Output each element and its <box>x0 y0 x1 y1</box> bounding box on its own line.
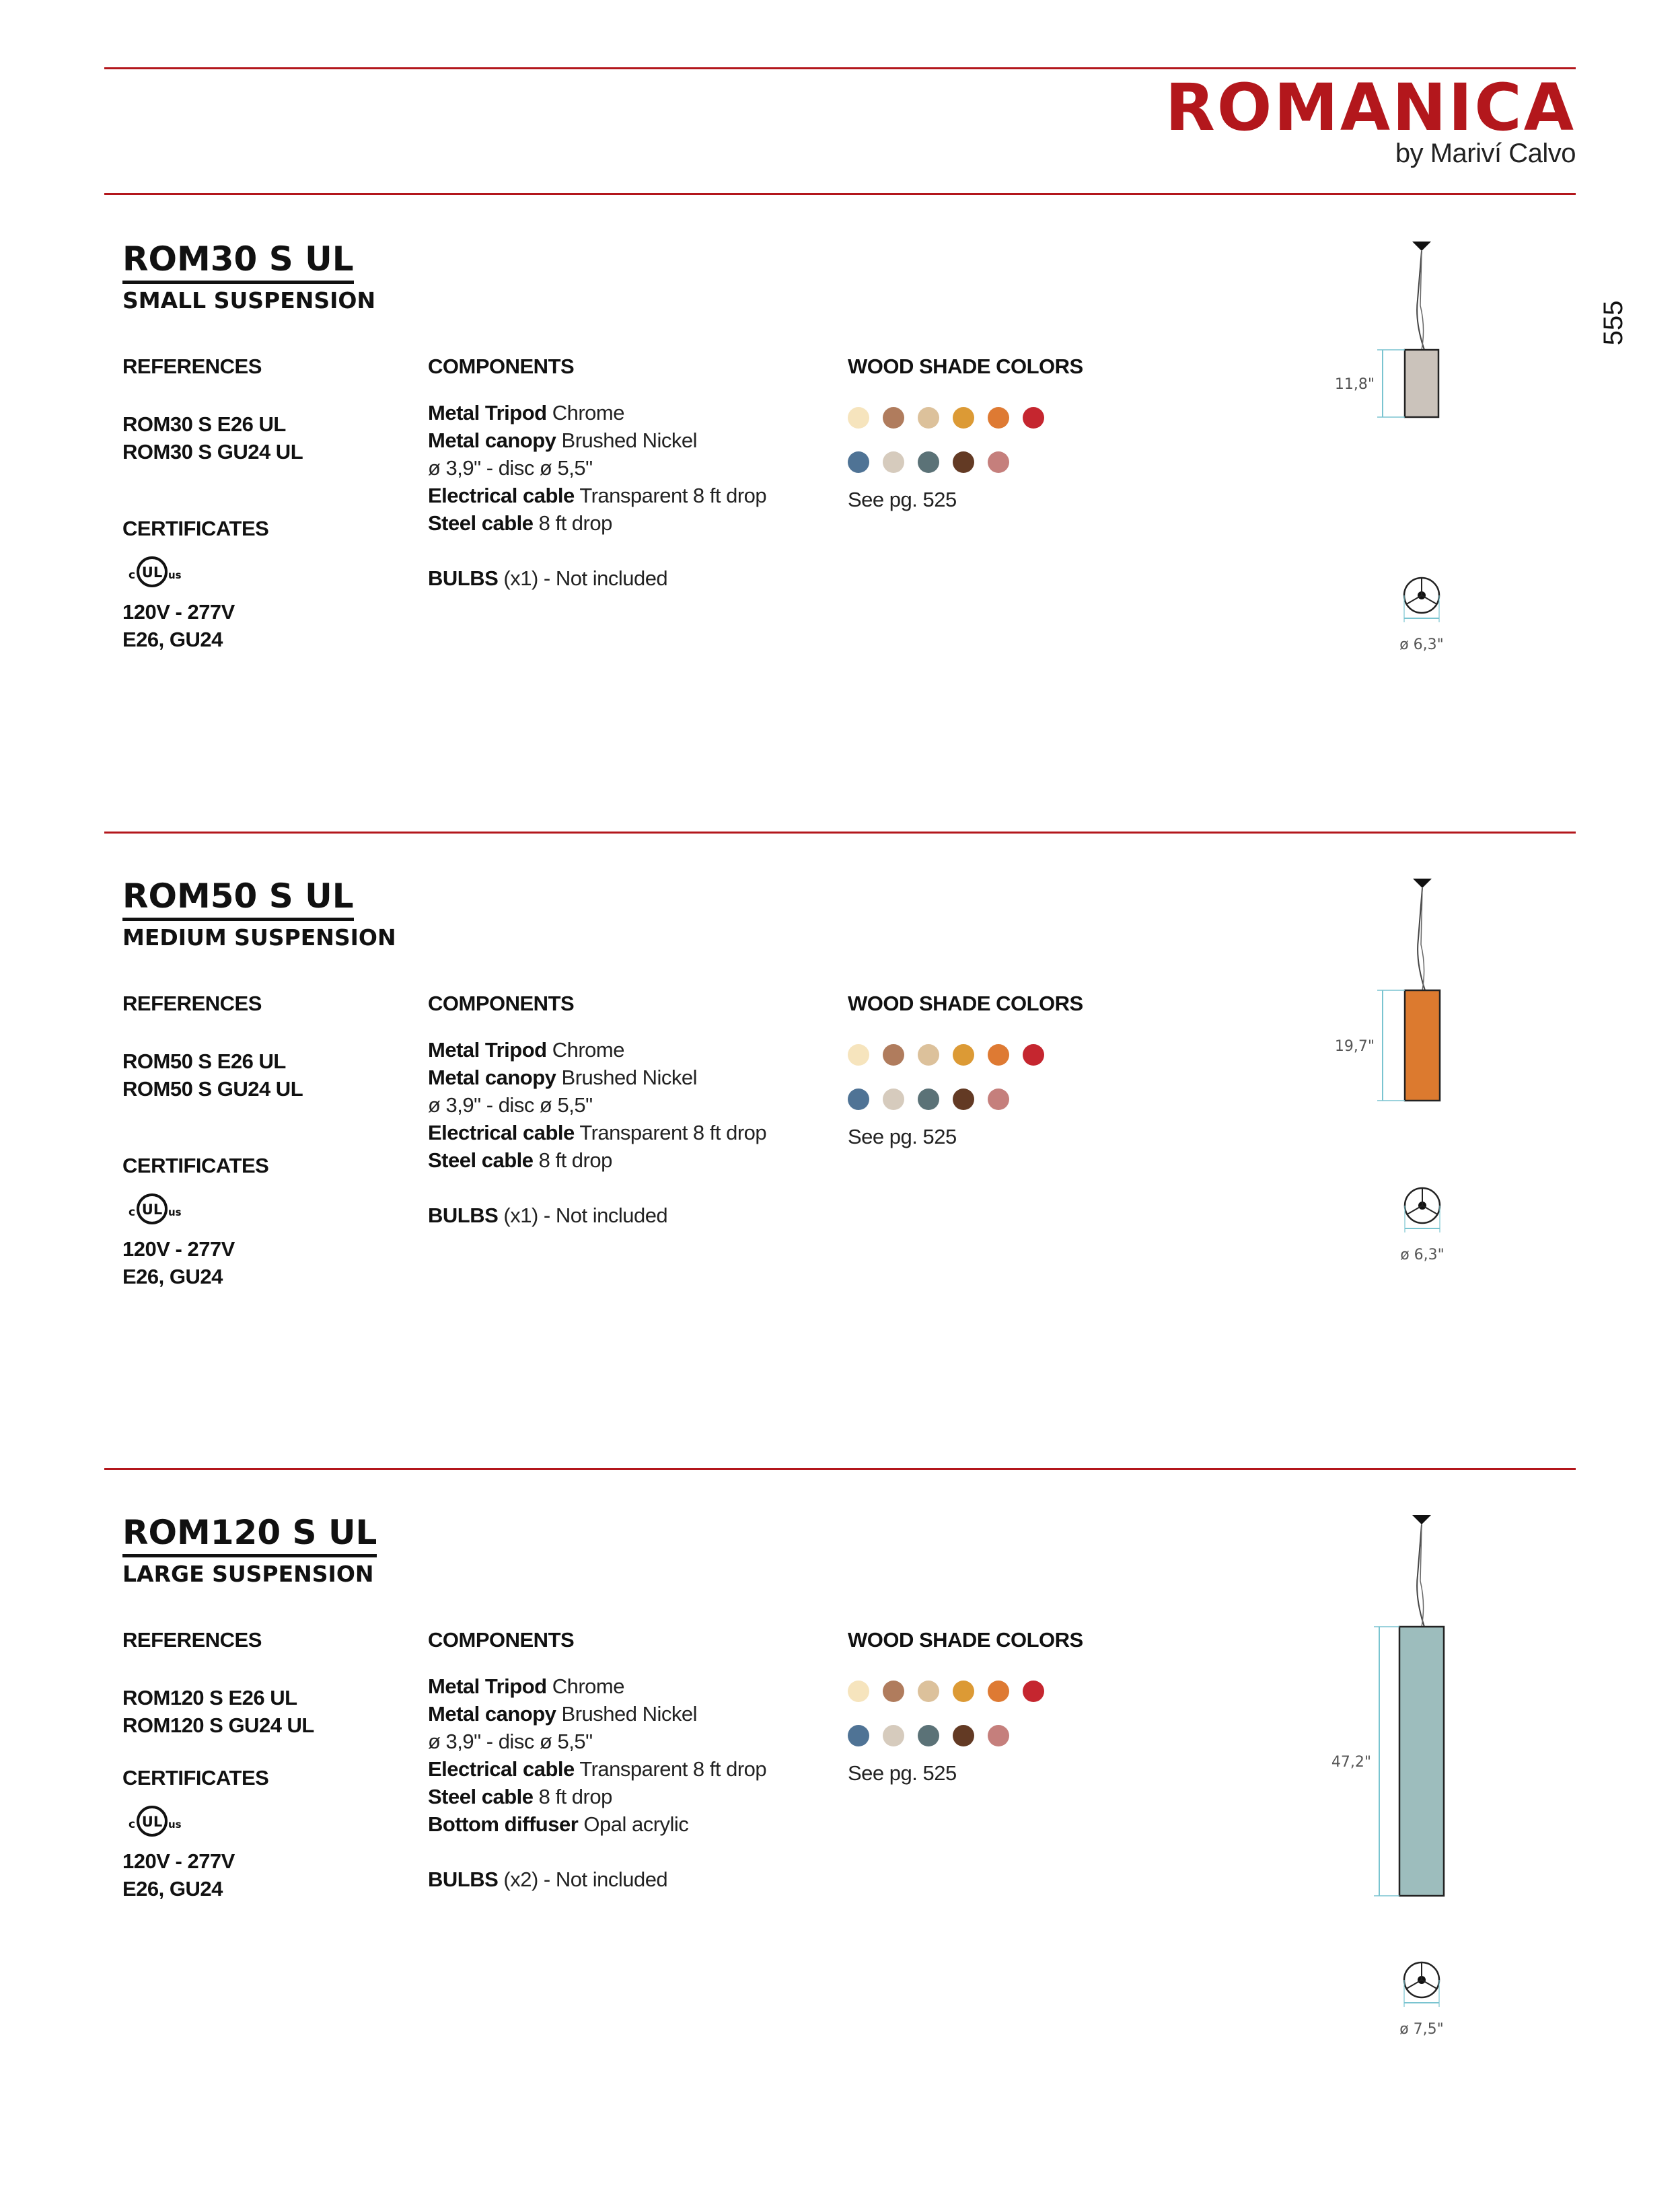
bulbs-label: BULBS <box>428 1868 499 1891</box>
bulbs-value: (x2) - Not included <box>503 1868 668 1891</box>
component-label: Steel cable <box>428 1148 534 1172</box>
bulbs-info <box>428 1202 667 1229</box>
component-row <box>428 1672 766 1700</box>
header-bottom-rule <box>104 193 1576 195</box>
page-number: 555 <box>1599 300 1628 346</box>
product-section-rom50 <box>0 876 1680 1508</box>
component-label: Bottom diffuser <box>428 1812 579 1836</box>
product-section-rom120 <box>0 1512 1680 2145</box>
height-label: 11,8" <box>1334 376 1375 393</box>
ul-us-text: us <box>168 1818 182 1831</box>
color-swatch <box>988 1725 1009 1746</box>
component-label: Metal canopy <box>428 1066 556 1089</box>
components-heading: COMPONENTS <box>428 355 575 378</box>
color-swatch <box>953 1725 974 1746</box>
component-value: Chrome <box>552 1038 624 1062</box>
brand-title: ROMANICA <box>1165 70 1576 145</box>
product-code: ROM30 S UL <box>122 239 354 284</box>
components-list <box>428 399 766 537</box>
component-value: Brushed Nickel <box>561 1066 697 1089</box>
component-label: Steel cable <box>428 511 534 535</box>
ul-us-text: us <box>168 569 182 581</box>
component-value: ø 3,9" - disc ø 5,5" <box>428 1730 593 1753</box>
color-swatch <box>883 407 904 429</box>
product-code: ROM50 S UL <box>122 876 354 921</box>
product-code: ROM120 S UL <box>122 1512 377 1557</box>
ul-listed-icon <box>122 1803 190 1839</box>
component-row <box>428 1146 766 1174</box>
voltage-range: 120V - 277V <box>122 600 235 624</box>
bulbs-info <box>428 1866 667 1893</box>
component-row <box>428 1783 766 1810</box>
color-swatch <box>918 451 939 473</box>
color-swatch <box>988 1089 1009 1110</box>
component-row <box>428 399 766 427</box>
component-value: Transparent 8 ft drop <box>579 484 767 507</box>
wood-shade-swatches <box>848 1681 1050 1748</box>
canopy-icon <box>1413 879 1432 888</box>
color-swatch <box>848 451 869 473</box>
height-label: 19,7" <box>1334 1038 1375 1055</box>
ul-listed-icon <box>122 554 190 590</box>
component-row <box>428 1064 766 1091</box>
components-list <box>428 1036 766 1174</box>
bulbs-label: BULBS <box>428 1204 499 1227</box>
electrical-specs <box>122 1235 235 1290</box>
color-swatch <box>988 451 1009 473</box>
component-label: Metal canopy <box>428 429 556 452</box>
see-page-reference: See pg. 525 <box>848 1761 957 1785</box>
references-heading: REFERENCES <box>122 355 262 378</box>
color-swatch <box>848 1044 869 1066</box>
component-label: Steel cable <box>428 1785 534 1808</box>
component-value: 8 ft drop <box>538 1148 612 1172</box>
component-value: 8 ft drop <box>538 511 612 535</box>
ul-us-text: us <box>168 1206 182 1218</box>
component-row <box>428 1728 766 1755</box>
certificates-heading: CERTIFICATES <box>122 1766 269 1790</box>
reference-item: ROM30 S E26 UL <box>122 412 286 436</box>
socket-types: E26, GU24 <box>122 1877 223 1901</box>
component-row <box>428 1119 766 1146</box>
color-swatch <box>988 407 1009 429</box>
component-label: Metal canopy <box>428 1702 556 1726</box>
color-swatch <box>848 1681 869 1702</box>
color-swatch <box>953 451 974 473</box>
color-swatch <box>848 1725 869 1746</box>
ul-listed-icon <box>122 1191 190 1227</box>
component-value: ø 3,9" - disc ø 5,5" <box>428 1093 593 1117</box>
references-heading: REFERENCES <box>122 1628 262 1652</box>
color-swatch <box>953 1089 974 1110</box>
diameter-label: ø 6,3" <box>1399 636 1444 653</box>
ul-ul-text: UL <box>141 1814 163 1830</box>
color-swatch <box>953 1044 974 1066</box>
electrical-specs <box>122 598 235 653</box>
color-swatch <box>988 1044 1009 1066</box>
component-value: 8 ft drop <box>538 1785 612 1808</box>
color-swatch <box>918 1089 939 1110</box>
color-swatch <box>1023 1044 1044 1066</box>
components-heading: COMPONENTS <box>428 1628 575 1652</box>
reference-item: ROM30 S GU24 UL <box>122 440 303 464</box>
certificates-heading: CERTIFICATES <box>122 1154 269 1177</box>
component-row <box>428 1700 766 1728</box>
color-swatch <box>918 407 939 429</box>
component-row <box>428 509 766 537</box>
brand-subtitle: by Mariví Calvo <box>1395 139 1576 168</box>
component-value: Chrome <box>552 401 624 425</box>
component-row <box>428 1091 766 1119</box>
reference-item: ROM120 S E26 UL <box>122 1686 297 1709</box>
ul-ul-text: UL <box>141 1202 163 1218</box>
component-label: Electrical cable <box>428 1121 575 1144</box>
color-swatch <box>918 1725 939 1746</box>
electrical-specs <box>122 1847 235 1903</box>
reference-item: ROM50 S GU24 UL <box>122 1077 303 1101</box>
color-swatch <box>848 407 869 429</box>
color-swatch <box>883 1044 904 1066</box>
component-value: Chrome <box>552 1674 624 1698</box>
diameter-label: ø 7,5" <box>1399 2021 1444 2038</box>
component-value: Transparent 8 ft drop <box>579 1121 767 1144</box>
ul-ul-text: UL <box>141 564 163 581</box>
bulbs-value: (x1) - Not included <box>503 1204 668 1227</box>
component-value: Brushed Nickel <box>561 429 697 452</box>
see-page-reference: See pg. 525 <box>848 1125 957 1148</box>
color-swatch <box>918 1044 939 1066</box>
references-list <box>122 1047 303 1103</box>
see-page-reference: See pg. 525 <box>848 488 957 511</box>
color-swatch <box>883 1089 904 1110</box>
components-list <box>428 1672 766 1838</box>
product-subtitle: MEDIUM SUSPENSION <box>122 924 396 951</box>
canopy-icon <box>1412 242 1431 251</box>
canopy-icon <box>1412 1515 1431 1524</box>
color-swatch <box>883 1681 904 1702</box>
color-swatch <box>953 407 974 429</box>
component-row <box>428 427 766 454</box>
ul-c-text: c <box>129 1206 136 1219</box>
reference-item: ROM50 S E26 UL <box>122 1049 286 1073</box>
component-label: Electrical cable <box>428 1757 575 1781</box>
component-value: Opal acrylic <box>583 1812 689 1836</box>
component-value: Brushed Nickel <box>561 1702 697 1726</box>
component-label: Metal Tripod <box>428 1038 547 1062</box>
color-swatch <box>988 1681 1009 1702</box>
color-swatch <box>883 1725 904 1746</box>
header-top-rule <box>104 67 1576 69</box>
wood-shade-colors-heading: WOOD SHADE COLORS <box>848 1628 1083 1652</box>
component-row <box>428 1036 766 1064</box>
pendant-lamp-diagram <box>1278 239 1521 831</box>
product-subtitle: SMALL SUSPENSION <box>122 287 376 314</box>
product-subtitle: LARGE SUSPENSION <box>122 1561 374 1587</box>
ul-c-text: c <box>129 1818 136 1831</box>
socket-types: E26, GU24 <box>122 1265 223 1288</box>
component-value: Transparent 8 ft drop <box>579 1757 767 1781</box>
diameter-label: ø 6,3" <box>1400 1247 1445 1263</box>
component-row <box>428 1810 766 1838</box>
pendant-lamp-diagram <box>1278 876 1521 1468</box>
references-list <box>122 410 303 466</box>
height-label: 47,2" <box>1331 1754 1371 1771</box>
component-row <box>428 482 766 509</box>
bulbs-value: (x1) - Not included <box>503 566 668 590</box>
voltage-range: 120V - 277V <box>122 1237 235 1261</box>
component-value: ø 3,9" - disc ø 5,5" <box>428 456 593 480</box>
reference-item: ROM120 S GU24 UL <box>122 1713 314 1737</box>
component-row <box>428 1755 766 1783</box>
bulbs-info <box>428 564 667 592</box>
color-swatch <box>953 1681 974 1702</box>
component-label: Electrical cable <box>428 484 575 507</box>
component-label: Metal Tripod <box>428 1674 547 1698</box>
color-swatch <box>1023 1681 1044 1702</box>
certificates-heading: CERTIFICATES <box>122 517 269 540</box>
references-heading: REFERENCES <box>122 992 262 1015</box>
lamp-shade <box>1405 990 1440 1101</box>
wood-shade-swatches <box>848 1044 1050 1111</box>
color-swatch <box>883 451 904 473</box>
voltage-range: 120V - 277V <box>122 1849 235 1873</box>
ul-c-text: c <box>129 568 136 582</box>
references-list <box>122 1684 314 1739</box>
product-section-rom30 <box>0 239 1680 871</box>
socket-types: E26, GU24 <box>122 628 223 651</box>
wood-shade-colors-heading: WOOD SHADE COLORS <box>848 992 1083 1015</box>
color-swatch <box>918 1681 939 1702</box>
wood-shade-colors-heading: WOOD SHADE COLORS <box>848 355 1083 378</box>
lamp-shade <box>1399 1627 1444 1896</box>
color-swatch <box>848 1089 869 1110</box>
wood-shade-swatches <box>848 407 1050 474</box>
lamp-shade <box>1405 350 1438 417</box>
component-row <box>428 454 766 482</box>
color-swatch <box>1023 407 1044 429</box>
component-label: Metal Tripod <box>428 401 547 425</box>
pendant-lamp-diagram <box>1278 1512 1521 2104</box>
bulbs-label: BULBS <box>428 566 499 590</box>
components-heading: COMPONENTS <box>428 992 575 1015</box>
